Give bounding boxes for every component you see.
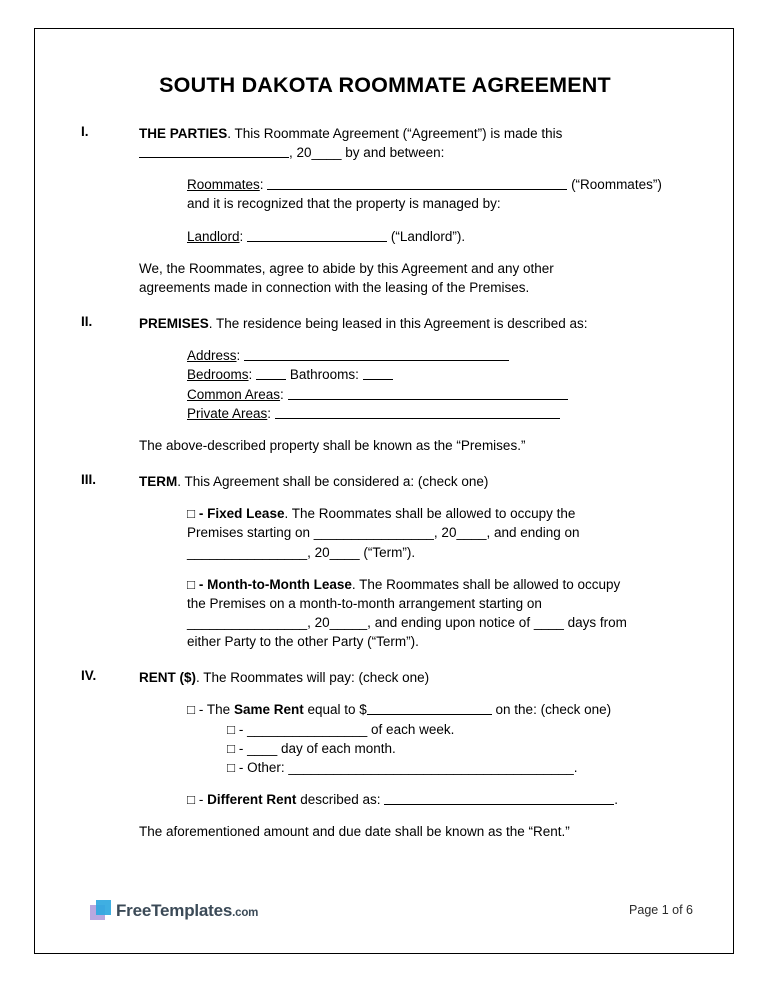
same-rent-amount-blank[interactable] (367, 701, 492, 715)
same-rent-sub-week[interactable] (227, 720, 689, 739)
fixed-lease-line-3: ________________, 20____ (“Term”). (187, 544, 416, 560)
common-areas-line: Common Areas: (187, 385, 689, 404)
document-content (81, 73, 689, 841)
freetemplates-logo[interactable] (90, 900, 258, 921)
logo-text (116, 901, 258, 921)
checkbox-same-rent[interactable]: □ (187, 702, 196, 718)
bedrooms-blank[interactable] (256, 366, 286, 380)
section-heading: PREMISES (139, 316, 209, 332)
section-body (139, 124, 689, 297)
checkbox-month-to-month[interactable]: □ (187, 576, 196, 592)
bedrooms-bathrooms-line: Bedrooms: Bathrooms: (187, 365, 689, 384)
rent-intro-line (139, 668, 689, 687)
weekly-text: - ________________ of each week. (238, 721, 455, 737)
section-body (139, 314, 689, 455)
section-term (81, 472, 689, 651)
parties-intro-line (139, 124, 689, 143)
section-the-parties (81, 124, 689, 297)
rent-option-same[interactable] (187, 700, 689, 777)
same-rent-post: on the: (check one) (491, 702, 612, 718)
managed-by-line: and it is recognized that the property is managed by: (187, 196, 501, 212)
section-heading: TERM (139, 474, 178, 490)
address-blank[interactable] (244, 347, 509, 361)
landlord-line: Landlord: (“Landlord”). (187, 228, 466, 244)
document-page (34, 28, 734, 954)
bathrooms-blank[interactable] (363, 366, 393, 380)
common-areas-label: Common Areas (187, 386, 281, 402)
page-number: Page 1 of 6 (629, 903, 693, 917)
parties-intro-rest: . This Roommate Agreement (“Agreement”) is made this (227, 126, 563, 141)
roommates-label: Roommates (187, 177, 260, 193)
page-title: SOUTH DAKOTA ROOMMATE AGREEMENT (159, 73, 611, 97)
different-rent-post: described as: (296, 792, 385, 808)
section-numeral: IV. (81, 668, 97, 684)
section-heading: THE PARTIES (139, 126, 228, 141)
landlord-label: Landlord (187, 228, 240, 244)
mtm-line-2: the Premises on a month-to-month arrangement starting on (187, 595, 542, 611)
address-line: Address: (187, 346, 689, 365)
section-body (139, 668, 689, 841)
checkbox-weekly[interactable]: □ (227, 721, 236, 737)
logo-main: FreeTemplates (116, 900, 233, 920)
term-option-fixed[interactable] (187, 504, 689, 561)
mtm-line-4: either Party to the other Party (“Term”). (187, 634, 419, 650)
address-label: Address (187, 348, 237, 364)
private-areas-blank[interactable] (275, 405, 560, 419)
same-rent-sub-month[interactable] (227, 739, 689, 758)
different-rent-label: Different Rent (207, 792, 297, 808)
premises-closing: The above-described property shall be known as the “Premises.” (139, 437, 526, 453)
landlord-suffix: (“Landlord”). (390, 228, 466, 244)
same-rent-pre: - The (198, 702, 234, 718)
section-rent (81, 668, 689, 841)
private-areas-line: Private Areas: (187, 404, 689, 423)
section-premises (81, 314, 689, 455)
fixed-lease-line-1 (187, 504, 689, 523)
checkbox-other[interactable]: □ (227, 759, 236, 775)
term-option-month-to-month[interactable] (187, 575, 689, 652)
mtm-label: - Month-to-Month Lease (198, 576, 352, 592)
checkbox-fixed-lease[interactable]: □ (187, 506, 196, 522)
date-blank-1[interactable] (139, 144, 289, 158)
rent-option-different[interactable] (187, 790, 689, 809)
same-rent-mid: equal to $ (303, 702, 367, 718)
different-rent-blank[interactable] (384, 791, 614, 805)
common-areas-blank[interactable] (288, 386, 568, 400)
same-rent-line (187, 700, 689, 719)
section-numeral: I. (81, 124, 89, 139)
bedrooms-label: Bedrooms (187, 367, 249, 383)
premises-intro-rest: . The residence being leased in this Agreement is described as: (208, 316, 588, 332)
fixed-lease-label: - Fixed Lease (198, 506, 285, 522)
rent-closing: The aforementioned amount and due date shall be known as the “Rent.” (139, 824, 570, 840)
parties-closing-1: We, the Roommates, agree to abide by this Agreement and any other (139, 260, 554, 276)
logo-suffix: .com (232, 906, 259, 919)
logo-squares-icon (90, 900, 111, 921)
section-numeral: III. (81, 472, 97, 488)
monthly-text: - ____ day of each month. (238, 740, 396, 756)
fixed-lease-text-1: . The Roommates shall be allowed to occupy the (284, 506, 576, 522)
parties-date-line (139, 143, 689, 162)
roommates-line: Roommates: (“Roommates”) (187, 177, 662, 193)
private-areas-label: Private Areas (187, 405, 268, 421)
checkbox-monthly[interactable]: □ (227, 740, 236, 756)
section-body (139, 472, 689, 651)
roommates-suffix: (“Roommates”) (571, 177, 662, 193)
different-rent-pre: - (198, 792, 208, 808)
checkbox-different-rent[interactable]: □ (187, 792, 196, 808)
term-intro-line (139, 472, 689, 491)
different-rent-end: . (614, 792, 618, 808)
fixed-lease-line-2: Premises starting on ________________, 20____, and ending on (187, 525, 580, 541)
bathrooms-label: Bathrooms: (289, 367, 359, 383)
parties-closing-2: agreements made in connection with the leasing of the Premises. (139, 279, 530, 295)
same-rent-sub-other[interactable] (227, 758, 689, 777)
parties-date-rest: , 20____ by and between: (289, 145, 445, 161)
mtm-text-1: . The Roommates shall be allowed to occupy (351, 576, 621, 592)
other-text: - Other: ______________________________________. (238, 759, 578, 775)
term-intro-rest: . This Agreement shall be considered a: (check one) (177, 474, 489, 490)
roommates-blank[interactable] (267, 176, 567, 190)
premises-intro-line (139, 314, 689, 333)
section-heading: RENT ($) (139, 670, 196, 686)
section-numeral: II. (81, 314, 93, 330)
mtm-line-3: ________________, 20_____, and ending upon notice of ____ days from (187, 614, 627, 630)
same-rent-label: Same Rent (233, 702, 304, 718)
rent-intro-rest: . The Roommates will pay: (check one) (196, 670, 430, 686)
landlord-blank[interactable] (247, 228, 387, 242)
mtm-line-1 (187, 575, 689, 594)
